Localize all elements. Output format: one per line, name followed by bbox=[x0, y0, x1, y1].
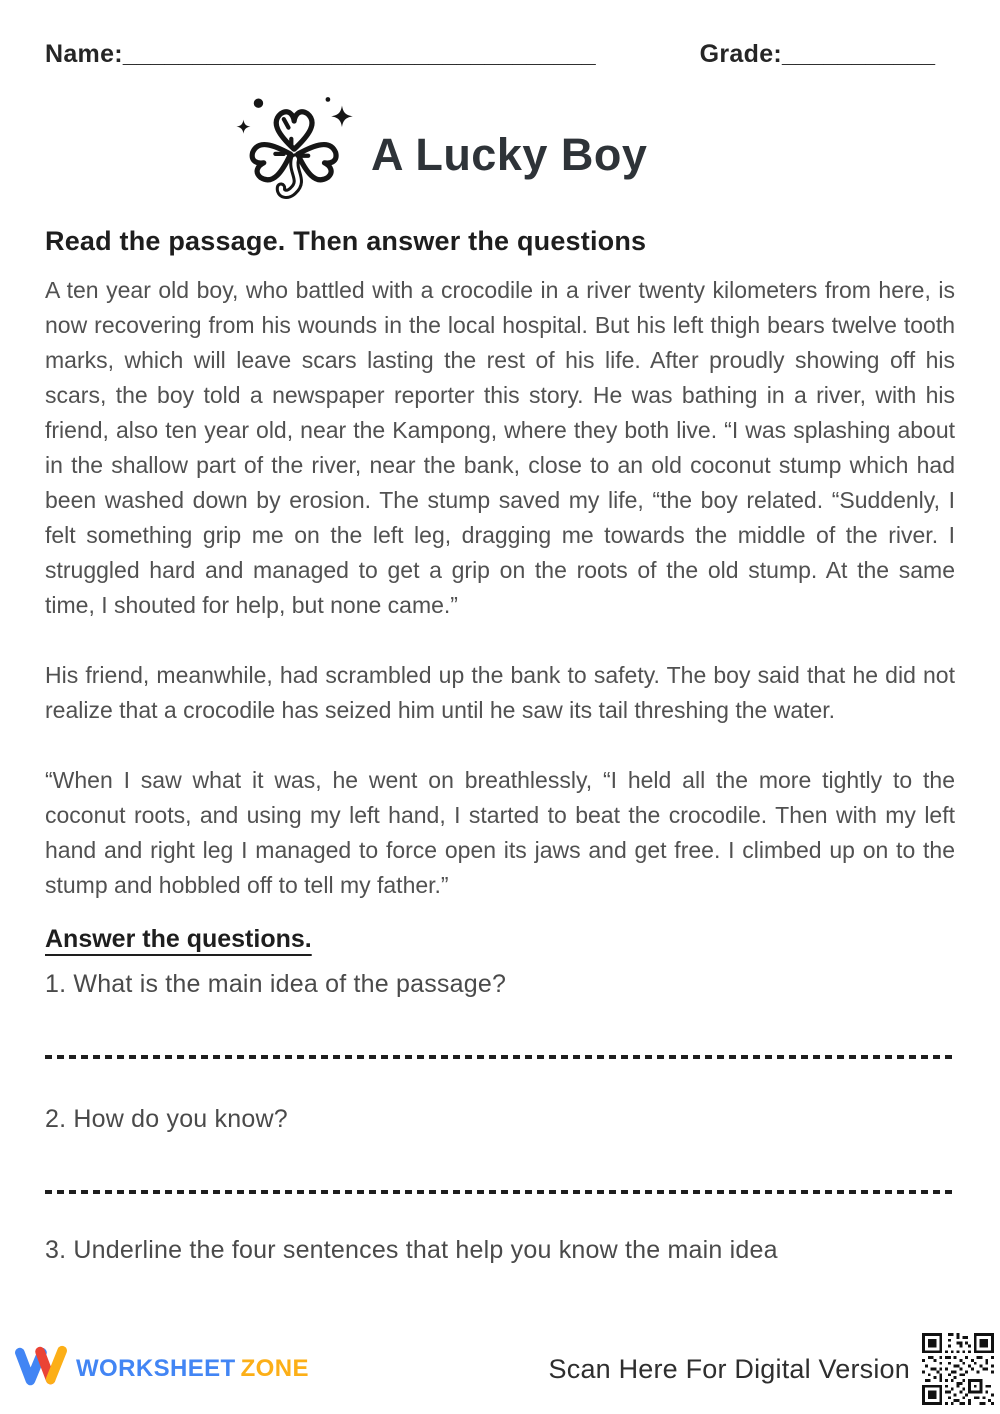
reading-passage bbox=[45, 273, 955, 903]
grade-label: Grade: bbox=[699, 40, 783, 68]
scan-here-text: Scan Here For Digital Version bbox=[548, 1353, 910, 1384]
question-1: 1. What is the main idea of the passage? bbox=[45, 970, 507, 998]
brand-name bbox=[76, 1355, 309, 1383]
passage-paragraph-1: A ten year old boy, who battled with a crocodile in a river twenty kilometers from here, is now recovering from his wounds in the local hospital. But his left thigh bears twelve tooth marks, which will leave scars lasting the rest of his life. After proudly showing off his scars, the boy told a newspaper reporter this story. He was bathing in a river, with his friend, also ten year old, near the Kampong, where they both live. “I was splashing about in the shallow part of the river, near the bank, close to an old coconut stump which had been washed down by erosion. The stump saved my life, “the boy related. “Suddenly, I felt something grip me on the left leg, dragging me towards the middle of the river. I struggled hard and managed to get a grip on the roots of the old stump. At the same time, I shouted for help, but none came.” bbox=[45, 277, 955, 618]
page-title: A Lucky Boy bbox=[371, 128, 648, 180]
brand-word-zone: ZONE bbox=[240, 1355, 309, 1382]
worksheetzone-w-icon bbox=[14, 1342, 68, 1397]
title-block bbox=[235, 91, 955, 218]
name-blank-line: __________________________________ bbox=[122, 40, 596, 68]
grade-blank-line: ___________ bbox=[782, 40, 935, 68]
question-3: 3. Underline the four sentences that help you know the main idea bbox=[45, 1236, 778, 1264]
passage-paragraph-2: His friend, meanwhile, had scrambled up the bank to safety. The boy said that he did not realize that a crocodile has seized him until he saw its tail threshing the water. bbox=[45, 662, 955, 723]
answer-line-1 bbox=[45, 1055, 955, 1059]
shamrock-icon bbox=[235, 91, 357, 218]
worksheetzone-logo bbox=[14, 1342, 309, 1397]
instruction-heading: Read the passage. Then answer the questions bbox=[45, 226, 647, 256]
answer-line-2 bbox=[45, 1190, 955, 1194]
question-2: 2. How do you know? bbox=[45, 1105, 288, 1133]
header-id-row bbox=[45, 40, 955, 69]
name-field bbox=[45, 40, 596, 69]
qr-code bbox=[922, 1333, 994, 1405]
answer-section-heading: Answer the questions. bbox=[45, 925, 312, 953]
brand-word-worksheet: WORKSHEET bbox=[76, 1355, 236, 1382]
grade-field bbox=[700, 40, 935, 69]
footer bbox=[0, 1332, 1000, 1414]
passage-paragraph-3: “When I saw what it was, he went on breathlessly, “I held all the more tightly to the coconut roots, and using my left hand, I started to beat the crocodile. Then with my left hand and right leg I managed to force open its jaws and get free. I climbed up on to the stump and hobbled off to tell my father.” bbox=[45, 767, 955, 898]
name-label: Name: bbox=[45, 40, 123, 68]
